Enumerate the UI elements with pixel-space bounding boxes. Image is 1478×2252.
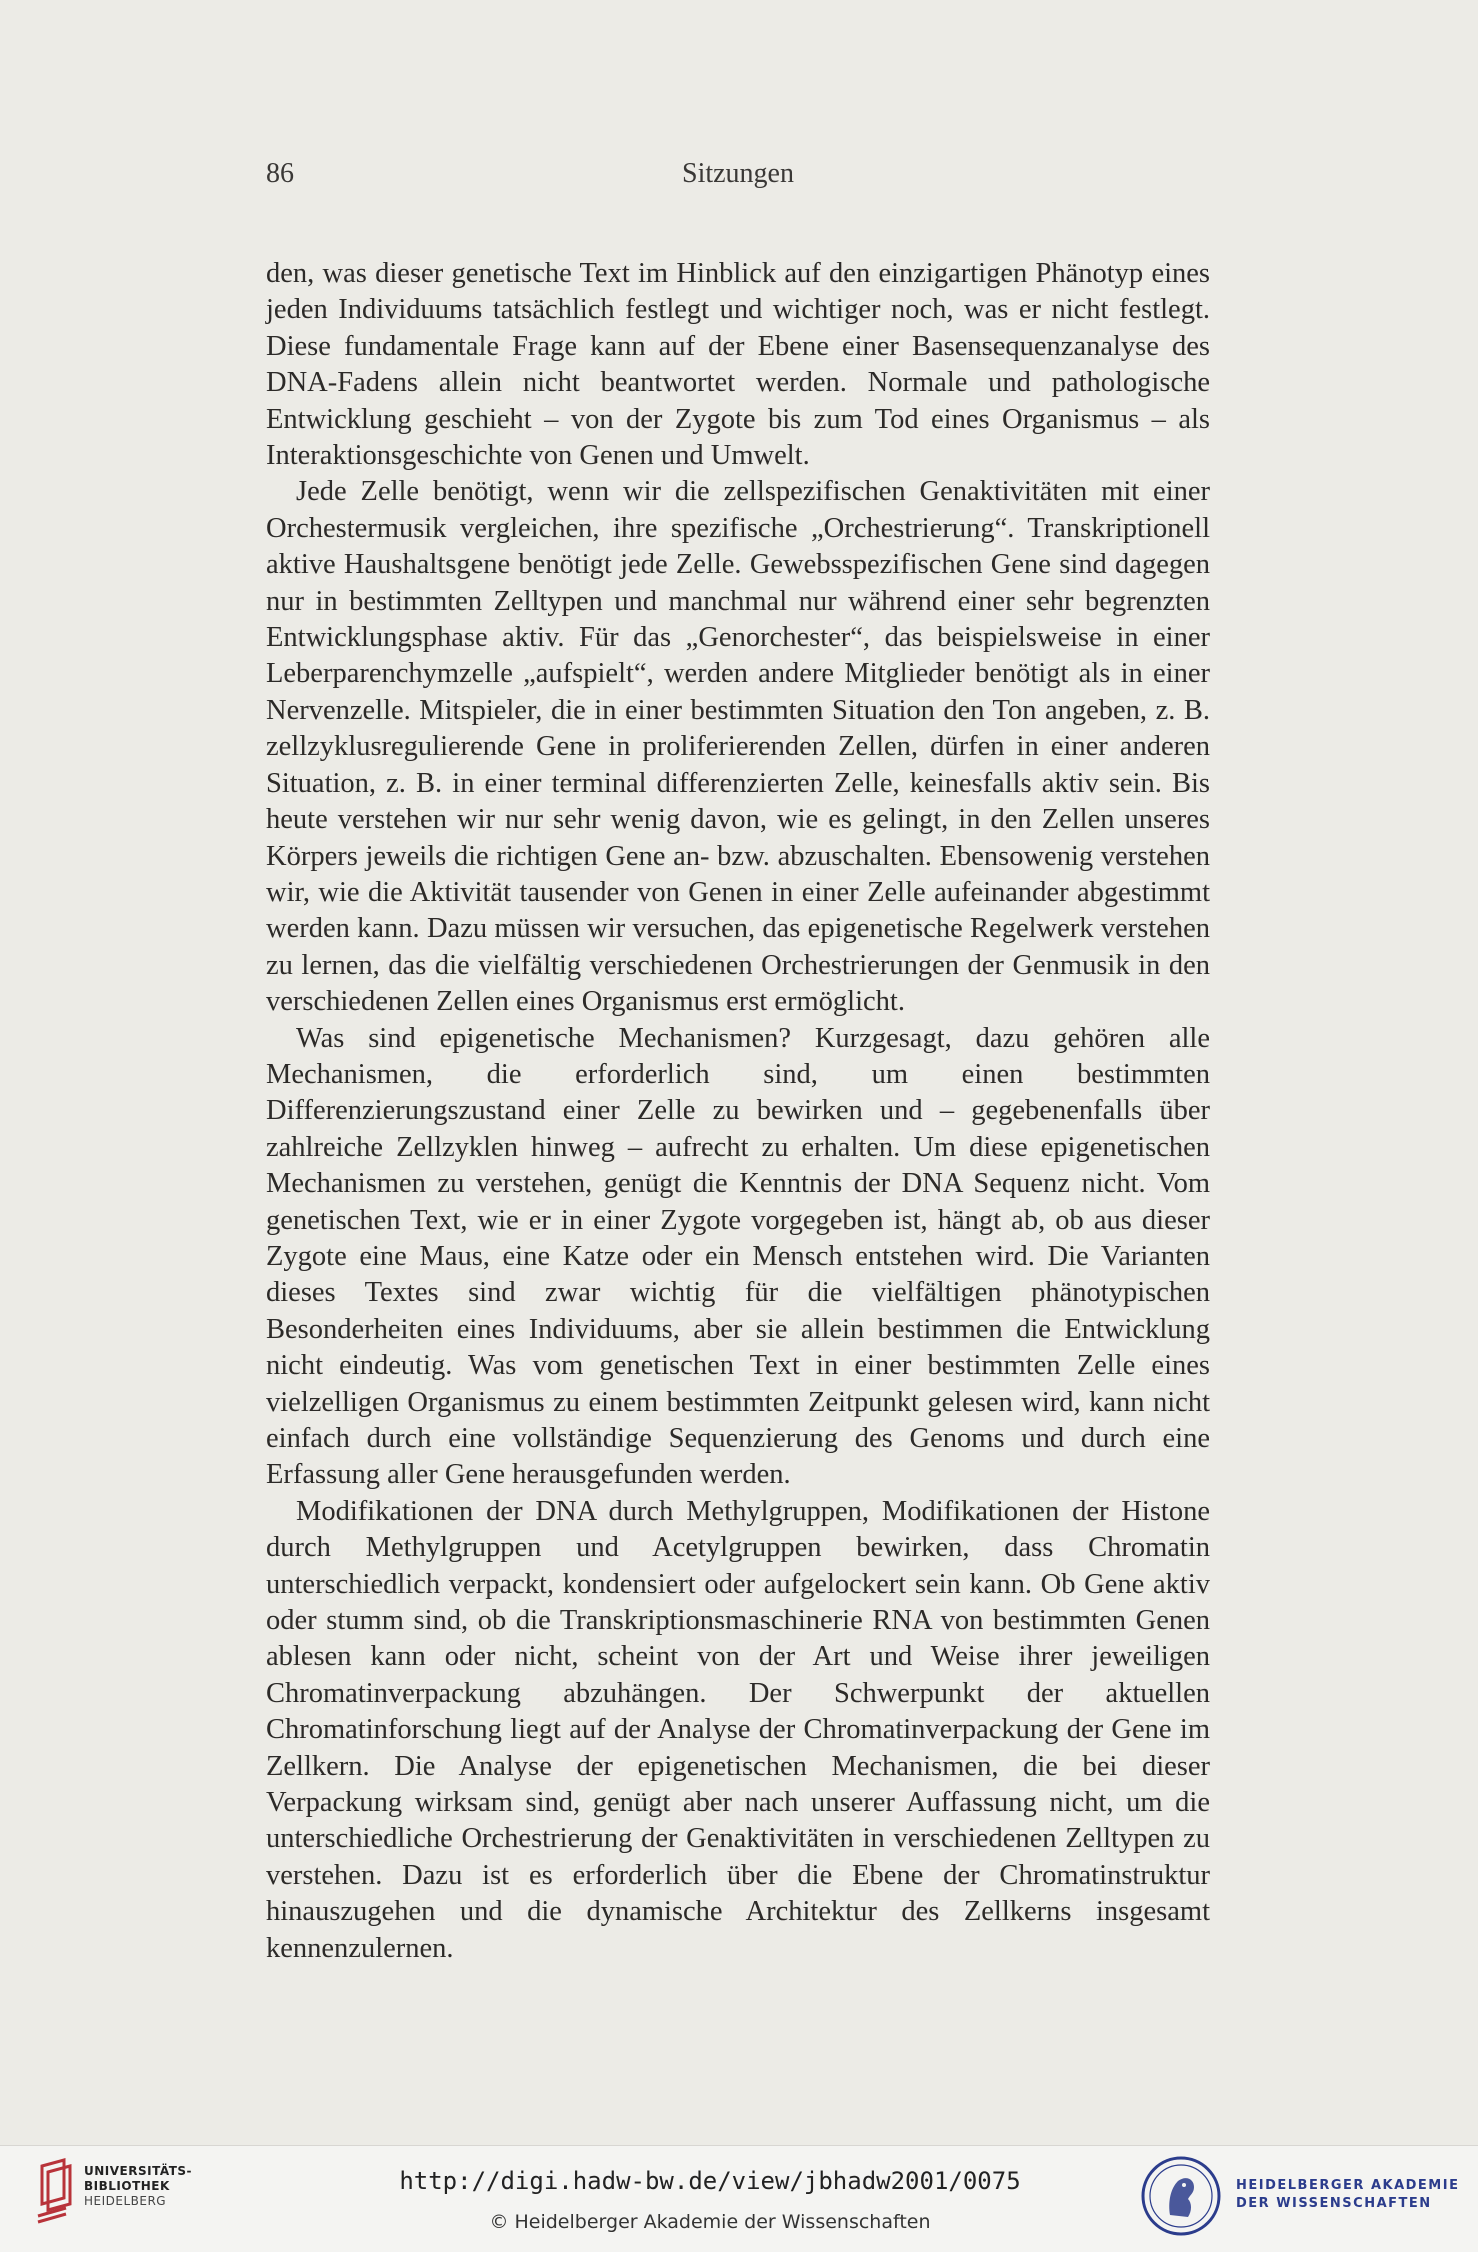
library-name-line: UNIVERSITÄTS-	[84, 2164, 193, 2178]
academy-name-line: DER WISSENSCHAFTEN	[1236, 2196, 1432, 2211]
library-name-line: HEIDELBERG	[84, 2194, 167, 2208]
academy-name-line: HEIDELBERGER AKADEMIE	[1236, 2178, 1460, 2193]
academy-name	[1236, 2177, 1459, 2213]
paragraph: den, was dieser genetische Text im Hinblick auf den einzigartigen Phänotyp eines jeden Individuums tatsächlich festlegt und wichtiger noch, was er nicht festlegt. Diese fundamentale Frage kann auf der Ebene einer Basensequenzanalyse des DNA-Fadens allein nicht beantwortet werden. Normale und pathologische Entwicklung geschieht – von der Zygote bis zum Tod eines Organismus – als Interaktionsgeschichte von Genen und Umwelt.	[266, 258, 1210, 472]
document-url-link[interactable]: http://digi.hadw-bw.de/view/jbhadw2001/0075	[399, 2167, 1021, 2195]
body-text	[266, 256, 1210, 1967]
library-name-line: BIBLIOTHEK	[84, 2179, 170, 2193]
library-name	[84, 2164, 192, 2209]
paragraph: Jede Zelle benötigt, wenn wir die zellspezifischen Genaktivitäten mit einer Orchestermusik vergleichen, ihre spezifische „Orchestrierung“. Transkriptionell aktive Haushaltsgene benötigt jede Zelle. Gewebsspezifischen Gene sind dagegen nur in bestimmten Zelltypen und manchmal nur während einer sehr begrenzten Entwicklungsphase aktiv. Für das „Genorchester“, das beispielsweise in einer Leberparenchymzelle „aufspielt“, werden andere Mitglieder benötigt als in einer Nervenzelle. Mitspieler, die in einer bestimmten Situation den Ton angeben, z. B. zellzyklusregulierende Gene in proliferierenden Zellen, dürfen in einer anderen Situation, z. B. in einer terminal differenzierten Zelle, keinesfalls aktiv sein. Bis heute verstehen wir nur sehr wenig davon, wie es gelingt, in den Zellen unseres Körpers jeweils die richtigen Gene an- bzw. abzuschalten. Ebensowenig verstehen wir, wie die Aktivität tausender von Genen in einer Zelle aufeinander abgestimmt werden kann. Dazu müssen wir versuchen, das epigenetische Regelwerk verstehen zu lernen, das die vielfältig verschiedenen Orchestrierungen der Genmusik in den verschiedenen Zellen eines Organismus erst ermöglicht.	[266, 476, 1210, 1018]
copyright-notice: © Heidelberger Akademie der Wissenschaften	[489, 2211, 931, 2233]
ub-heidelberg-logo-icon	[36, 2158, 74, 2228]
page-header	[266, 158, 1210, 198]
paragraph: Was sind epigenetische Mechanismen? Kurzgesagt, dazu gehören alle Mechanismen, die erforderlich sind, um einen bestimmten Differenzierungszustand einer Zelle zu bewirken und – gegebenenfalls über zahlreiche Zellzyklen hinweg – aufrecht zu erhalten. Um diese epigenetischen Mechanismen zu verstehen, genügt die Kenntnis der DNA Sequenz nicht. Vom genetischen Text, wie er in einer Zygote vorgegeben ist, hängt ab, ob aus dieser Zygote eine Maus, eine Katze oder ein Mensch entstehen wird. Die Varianten dieses Textes sind zwar wichtig für die vielfältigen phänotypischen Besonderheiten eines Individuums, aber sie allein bestimmen die Entwicklung nicht eindeutig. Was vom genetischen Text in einer bestimmten Zelle eines vielzelligen Organismus zu einem bestimmten Zeitpunkt gelesen wird, kann nicht einfach durch eine vollständige Sequenzierung des Genoms und durch eine Erfassung aller Gene herausgefunden werden.	[266, 1022, 1210, 1491]
paragraph: Modifikationen der DNA durch Methylgruppen, Modifikationen der Histone durch Methylgruppen und Acetylgruppen bewirken, dass Chromatin unterschiedlich verpackt, kondensiert oder aufgelockert sein kann. Ob Gene aktiv oder stumm sind, ob die Transkriptionsmaschinerie RNA von bestimmten Genen ablesen kann oder nicht, scheint von der Art und Weise ihrer jeweiligen Chromatinverpackung abzuhängen. Der Schwerpunkt der aktuellen Chromatinforschung liegt auf der Analyse der Chromatinverpackung der Gene im Zellkern. Die Analyse der epigenetischen Mechanismen, die bei dieser Verpackung wirksam sind, genügt aber nach unserer Auffassung nicht, um die unterschiedliche Orchestrierung der Genaktivitäten in verschiedenen Zelltypen zu verstehen. Dazu ist es erforderlich über die Ebene der Chromatinstruktur hinauszugehen und die dynamische Architektur des Zellkerns insgesamt kennenzulernen.	[266, 1495, 1210, 1964]
running-title: Sitzungen	[682, 158, 794, 189]
page-number: 86	[266, 158, 294, 189]
hawk-seal-icon	[1140, 2155, 1222, 2237]
